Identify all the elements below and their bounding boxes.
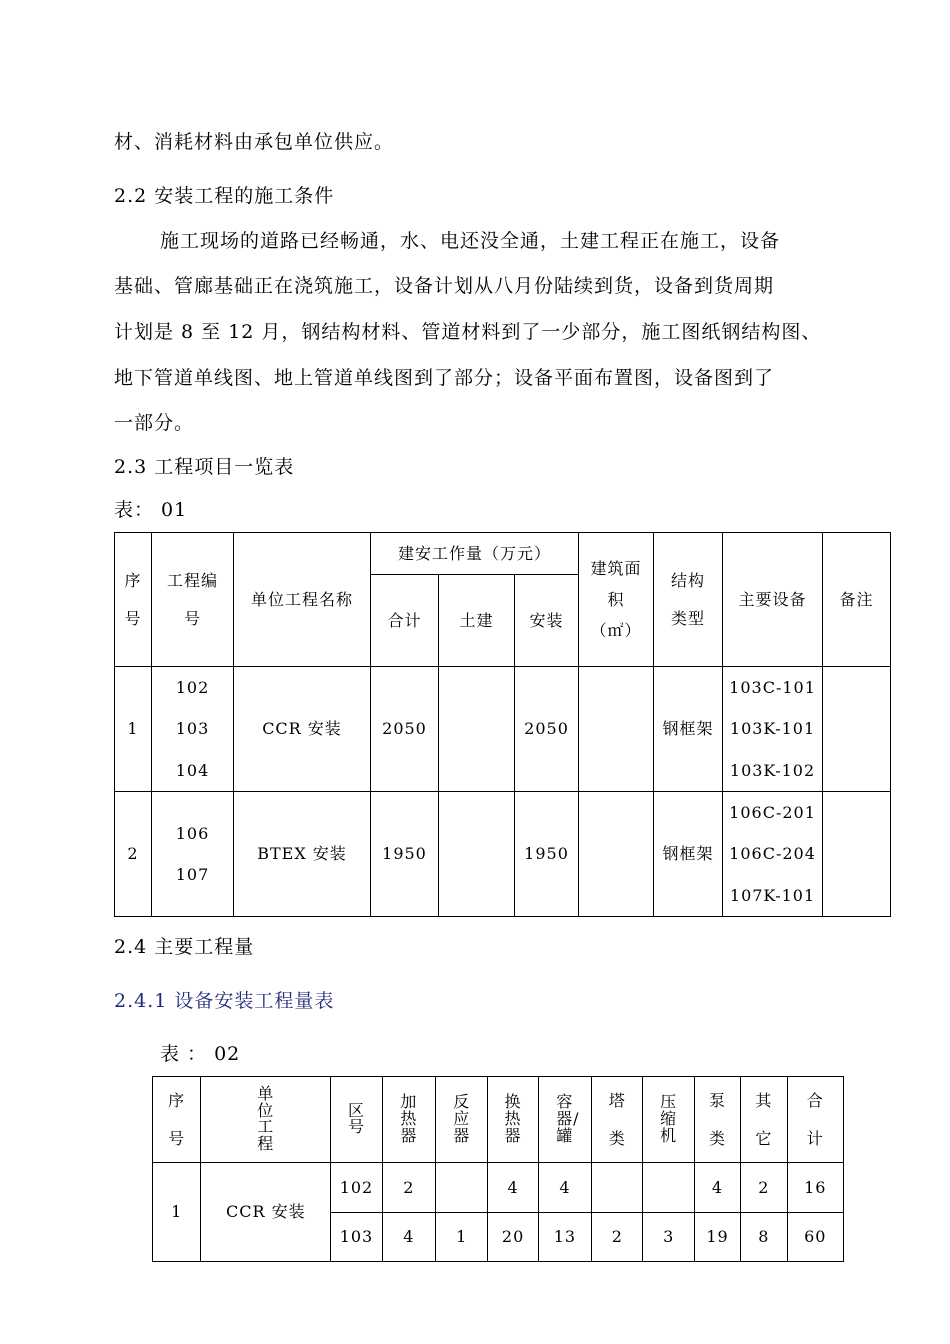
header-area: 建筑面 积 （㎡） [579,533,654,667]
cell-unit: CCR 安装 [201,1163,331,1262]
cell-reactor: 1 [436,1213,488,1262]
header-seq: 序 号 [115,533,152,667]
cell-total: 2050 [371,667,439,792]
cell-compressor [643,1163,694,1213]
table-row [115,792,891,917]
cell-compressor: 3 [643,1213,694,1262]
header-heater: 加热器 [382,1077,435,1163]
cell-seq: 2 [115,792,152,917]
cell-install: 1950 [515,792,579,917]
cell-codes: 102 103 104 [152,667,234,792]
header-workload: 建安工作量（万元） [371,533,579,575]
header-tower: 塔 类 [592,1077,643,1163]
paragraph-line: 基础、管廊基础正在浇筑施工，设备计划从八月份陆续到货，设备到货周期 [114,275,775,297]
cell-seq: 1 [115,667,152,792]
section-heading-2-2: 2.2 安装工程的施工条件 [114,185,335,207]
cell-name: BTEX 安装 [234,792,371,917]
cell-equipment: 106C-201 106C-204 107K-101 [723,792,823,917]
header-structure: 结构 类型 [654,533,723,667]
equipment-install-table [152,1076,844,1262]
header-pump: 泵 类 [694,1077,740,1163]
cell-vessel: 13 [538,1213,591,1262]
paragraph-line: 一部分。 [114,412,195,434]
header-other: 其 它 [741,1077,787,1163]
header-civil: 土建 [439,575,515,667]
cell-area [579,667,654,792]
section-heading-2-3: 2.3 工程项目一览表 [114,456,295,478]
cell-zone: 103 [331,1213,382,1262]
cell-other: 2 [741,1163,787,1213]
cell-civil [439,792,515,917]
cell-total: 1950 [371,792,439,917]
cell-zone: 102 [331,1163,382,1213]
header-unit: 单位工程 [201,1077,331,1163]
cell-structure: 钢框架 [654,667,723,792]
paragraph-line: 计划是 8 至 12 月，钢结构材料、管道材料到了一少部分，施工图纸钢结构图、 [114,321,822,343]
section-heading-2-4: 2.4 主要工程量 [114,936,255,958]
section-heading-2-4-1: 2.4.1 设备安装工程量表 [114,990,335,1012]
cell-install: 2050 [515,667,579,792]
cell-codes: 106 107 [152,792,234,917]
cell-heater: 4 [382,1213,435,1262]
cell-tower [592,1163,643,1213]
cell-remark [823,667,891,792]
header-compressor: 压缩机 [643,1077,694,1163]
cell-tower: 2 [592,1213,643,1262]
cell-heater: 2 [382,1163,435,1213]
paragraph-line: 施工现场的道路已经畅通，水、电还没全通，土建工程正在施工，设备 [160,230,781,252]
cell-sum: 16 [787,1163,844,1213]
cell-exchanger: 4 [488,1163,538,1213]
header-seq: 序 号 [153,1077,201,1163]
cell-structure: 钢框架 [654,792,723,917]
cell-equipment: 103C-101 103K-101 103K-102 [723,667,823,792]
cell-remark [823,792,891,917]
cell-area [579,792,654,917]
cell-other: 8 [741,1213,787,1262]
paragraph-line: 材、消耗材料由承包单位供应。 [114,131,395,153]
header-unit-name: 单位工程名称 [234,533,371,667]
cell-pump: 19 [694,1213,740,1262]
header-vessel: 容器/罐 [538,1077,591,1163]
table-label-02: 表 ： 02 [160,1043,241,1065]
header-code: 工程编 号 [152,533,234,667]
cell-vessel: 4 [538,1163,591,1213]
paragraph-line: 地下管道单线图、地上管道单线图到了部分；设备平面布置图，设备图到了 [114,367,775,389]
header-remark: 备注 [823,533,891,667]
cell-seq: 1 [153,1163,201,1262]
table-row [153,1163,844,1213]
header-equipment: 主要设备 [723,533,823,667]
table-label-01: 表： 01 [114,499,188,521]
cell-civil [439,667,515,792]
header-reactor: 反应器 [436,1077,488,1163]
header-zone: 区号 [331,1077,382,1163]
header-exchanger: 换热器 [488,1077,538,1163]
cell-exchanger: 20 [488,1213,538,1262]
cell-sum: 60 [787,1213,844,1262]
cell-reactor [436,1163,488,1213]
header-total: 合计 [371,575,439,667]
project-list-table [114,532,891,917]
header-install: 安装 [515,575,579,667]
header-sum: 合 计 [787,1077,844,1163]
cell-name: CCR 安装 [234,667,371,792]
table-row [115,667,891,792]
cell-pump: 4 [694,1163,740,1213]
